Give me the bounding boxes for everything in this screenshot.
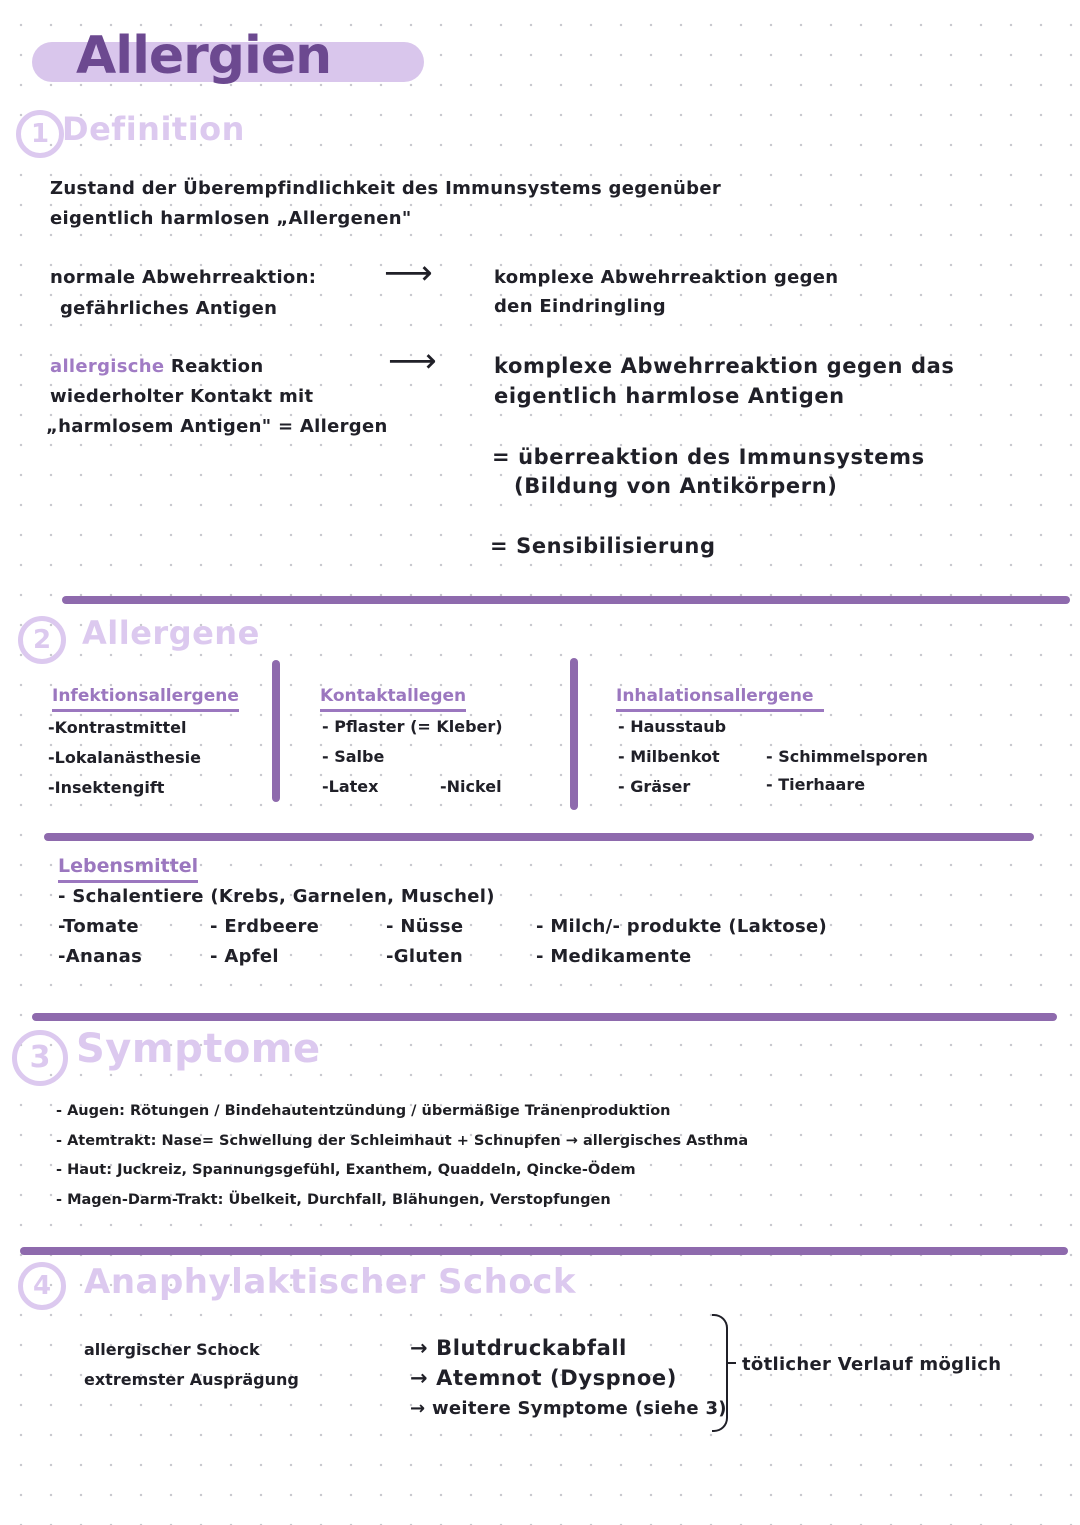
shock-definition-line-2: extremster Ausprägung — [84, 1370, 299, 1389]
list-item: - Medikamente — [536, 946, 692, 967]
shock-outcome: tötlicher Verlauf möglich — [742, 1354, 1002, 1375]
allergic-result-line-2: eigentlich harmlose Antigen — [494, 384, 845, 408]
divider — [32, 1013, 1057, 1021]
list-item: -Kontrastmittel — [48, 718, 187, 737]
list-item: -Gluten — [386, 946, 463, 967]
symptom-line-gi: - Magen-Darm-Trakt: Übelkeit, Durchfall, Blähungen, Verstopfungen — [56, 1192, 611, 1208]
allergic-label-rest: Reaktion — [164, 356, 264, 377]
list-item: - Schimmelsporen — [766, 747, 928, 766]
arrow-right-icon: ⟶ — [384, 253, 433, 293]
section-heading-symptome: Symptome — [76, 1026, 321, 1072]
allergic-word: allergische — [50, 356, 165, 377]
allergic-line-3: „harmlosem Antigen" = Allergen — [46, 416, 388, 437]
list-item: - Nüsse — [386, 916, 464, 937]
definition-line-1: Zustand der Überempfindlichkeit des Immunsystems gegenüber — [50, 178, 722, 199]
section-heading-anaphylaxis: Anaphylaktischer Schock — [84, 1262, 577, 1302]
normal-reaction-sub: gefährliches Antigen — [60, 298, 278, 319]
symptom-line-skin: - Haut: Juckreiz, Spannungsgefühl, Exanthem, Quaddeln, Qincke-Ödem — [56, 1162, 636, 1178]
curly-brace-icon — [712, 1314, 728, 1432]
contact-allergens-heading: Kontaktallegen — [320, 686, 466, 712]
list-item: - Apfel — [210, 946, 279, 967]
list-item: - Milbenkot — [618, 747, 720, 766]
definition-line-2: eigentlich harmlosen „Allergenen" — [50, 208, 412, 229]
overreaction-line-1: = überreaktion des Immunsystems — [492, 445, 925, 469]
normal-result-line-1: komplexe Abwehrreaktion gegen — [494, 267, 839, 288]
symptom-line-respiratory: - Atemtrakt: Nase= Schwellung der Schleimhaut + Schnupfen → allergisches Asthma — [56, 1133, 749, 1149]
list-item: -Tomate — [58, 916, 139, 937]
list-item: - Milch/- produkte (Laktose) — [536, 916, 827, 937]
shock-definition-line-1: allergischer Schock — [84, 1340, 260, 1359]
normal-reaction-label: normale Abwehrreaktion: — [50, 267, 317, 288]
list-item: - Schalentiere (Krebs, Garnelen, Muschel) — [58, 886, 495, 907]
list-item: -Insektengift — [48, 778, 165, 797]
list-item: - Gräser — [618, 777, 691, 796]
allergic-result-line-1: komplexe Abwehrreaktion gegen das — [494, 354, 955, 378]
section-number-2: 2 — [18, 616, 66, 664]
list-item: - Pflaster (= Kleber) — [322, 717, 503, 736]
section-heading-definition: Definition — [62, 110, 245, 148]
column-divider — [570, 658, 578, 810]
allergic-line-2: wiederholter Kontakt mit — [50, 386, 314, 407]
section-heading-allergene: Allergene — [82, 614, 260, 652]
list-item: - Salbe — [322, 747, 385, 766]
effect-item: → weitere Symptome (siehe 3) — [410, 1398, 727, 1419]
page-title: Allergien — [76, 26, 332, 86]
effect-item: → Atemnot (Dyspnoe) — [410, 1366, 677, 1390]
divider — [44, 833, 1034, 841]
effect-item: → Blutdruckabfall — [410, 1336, 627, 1360]
list-item: - Hausstaub — [618, 717, 727, 736]
arrow-right-icon: ⟶ — [388, 341, 437, 381]
curly-brace-tip — [726, 1362, 736, 1364]
list-item: -Latex — [322, 777, 379, 796]
list-item: - Erdbeere — [210, 916, 320, 937]
list-item: - Tierhaare — [766, 775, 866, 794]
overreaction-line-2: (Bildung von Antikörpern) — [514, 474, 838, 498]
section-number-1: 1 — [16, 110, 64, 158]
divider — [62, 596, 1070, 604]
divider — [20, 1247, 1068, 1255]
column-divider — [272, 660, 280, 802]
sensitization: = Sensibilisierung — [490, 534, 716, 558]
symptom-line-eyes: - Augen: Rötungen / Bindehautentzündung / übermäßige Tränenproduktion — [56, 1103, 671, 1119]
list-item: -Lokalanästhesie — [48, 748, 202, 767]
list-item: -Nickel — [440, 777, 502, 796]
infection-allergens-heading: Infektionsallergene — [52, 686, 239, 712]
section-number-4: 4 — [18, 1262, 66, 1310]
food-allergens-heading: Lebensmittel — [58, 855, 198, 883]
list-item: -Ananas — [58, 946, 143, 967]
normal-result-line-2: den Eindringling — [494, 296, 666, 317]
section-number-3: 3 — [12, 1030, 68, 1086]
inhalation-allergens-heading: Inhalationsallergene — [616, 686, 824, 712]
allergic-reaction-label — [50, 356, 263, 377]
